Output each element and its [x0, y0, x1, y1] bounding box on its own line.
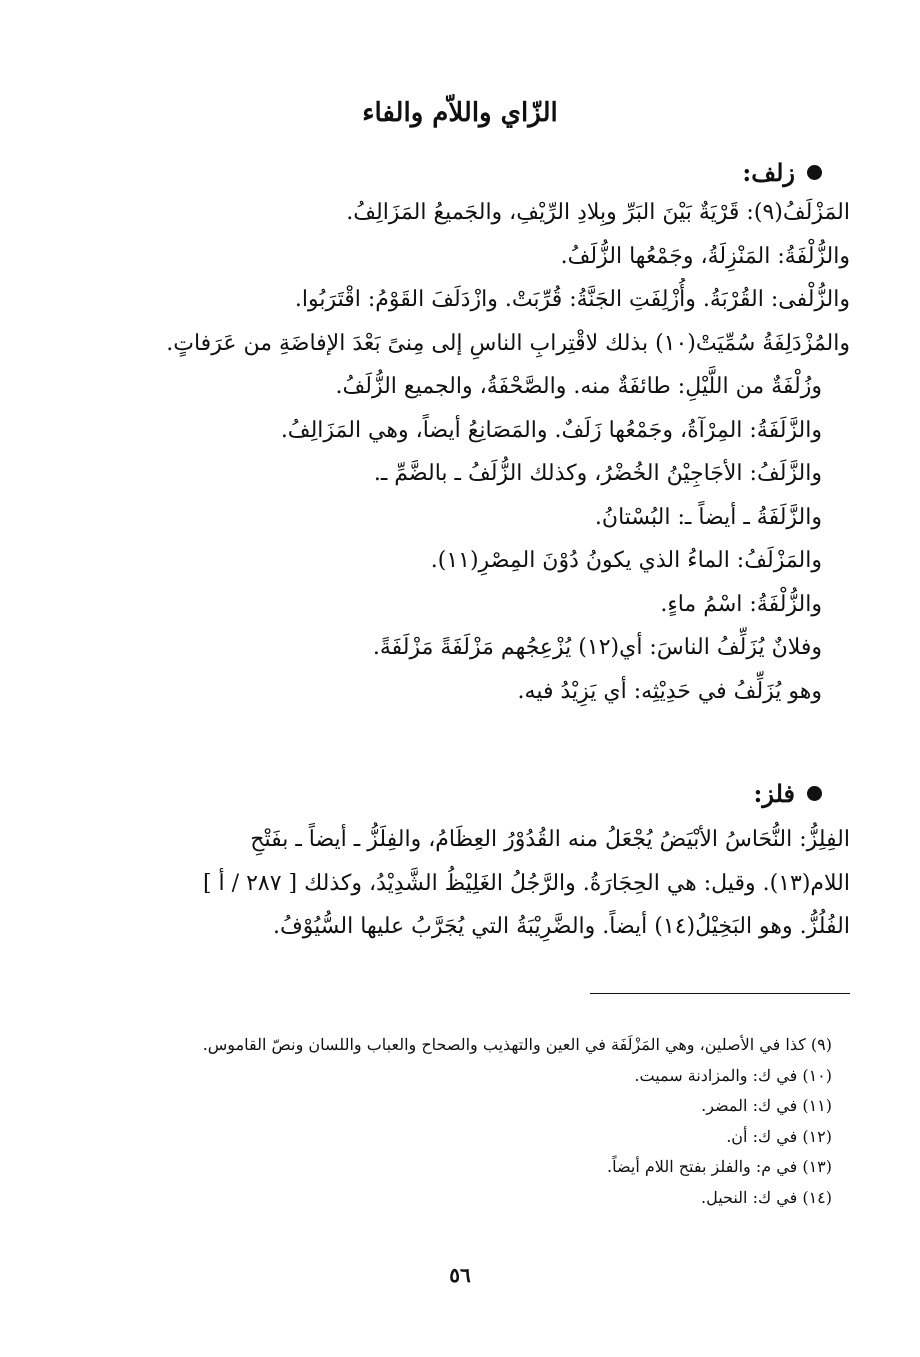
text-line: المَزْلَفُ(٩): قَرْيَةٌ بَيْنَ البَرِّ وبِلادِ الرِّيْفِ، والجَميعُ المَزَالِفُ. [346, 200, 850, 225]
entry-heading-falaz [753, 779, 822, 808]
text-line: وفلانٌ يُزَلِّفُ الناسَ: أي(١٢) يُزْعِجُهم مَزْلَفَةً مَزْلَفَةً. [372, 635, 822, 660]
text-line: والزُّلْفَةُ: المَنْزِلَةُ، وجَمْعُها الزُّلَفُ. [560, 243, 850, 269]
footnote: (٩) كذا في الأصلين، وهي المَزْلَفَة في العين والتهذيب والصحاح والعباب واللسان ونصّ القاموس. [202, 1035, 832, 1054]
text-line: والمُزْدَلِفَةُ سُمِّيَتْ(١٠) بذلك لاقْتِرابِ الناسِ إلى مِنىً بَعْدَ الإفاضَةِ من عَرَفاتٍ. [166, 330, 850, 356]
text-line: والزُّلْفى: القُرْبَةُ. وأُزْلِفَتِ الجَنَّةُ: قُرِّبَتْ. وازْدَلَفَ القَوْمُ: اقْتَرَبُوا. [294, 287, 850, 312]
entry-heading-text: فلز: [753, 779, 795, 808]
entry-heading-text: زلف: [742, 158, 795, 187]
text-line: وزُلْفَةٌ من اللَّيْلِ: طائفَةٌ منه. والصَّحْفَةُ، والجميع الزُّلَفُ. [335, 374, 822, 399]
page-title: الزّاي واللاّم والفاء [362, 98, 558, 128]
text-line: والزَّلَفُ: الأجَاجِيْنُ الخُضْرُ، وكذلك الزُّلَفُ ـ بالضَّمِّ ـ. [373, 461, 822, 486]
footnote: (١٤) في ك: النحيل. [700, 1187, 832, 1207]
footnote: (١١) في ك: المضر. [701, 1096, 832, 1115]
book-page [70, 0, 850, 1357]
text-line: اللام(١٣). وقيل: هي الحِجَارَةُ. والرَّجُلُ الغَلِيْظُ الشَّدِيْدُ، وكذلك [ ٢٨٧ / أ ] [202, 870, 850, 896]
entry-heading-zalaf [742, 158, 822, 187]
text-line: الفُلُزُّ. وهو البَخِيْلُ(١٤) أيضاً. والضَّرِيْبَةُ التي يُجَرَّبُ عليها السُّيُوْفُ. [273, 914, 850, 939]
text-line: والمَزْلَفُ: الماءُ الذي يكونُ دُوْنَ المِصْرِ(١١). [430, 548, 822, 573]
bullet-icon [807, 786, 822, 801]
page-number: ٥٦ [449, 1263, 471, 1287]
footnote-separator [590, 993, 850, 994]
footnote: (١٢) في ك: أن. [726, 1126, 832, 1146]
text-line: وهو يُزَلِّفُ في حَدِيْثِه: أي يَزِيْدُ فيه. [517, 678, 822, 704]
text-line: والزَّلَفَةُ ـ أيضاً ـ: البُسْتانُ. [594, 504, 822, 530]
text-line: الفِلِزُّ: النُّحَاسُ الأبْيَضُ يُجْعَلُ منه القُدُوْرُ العِظَامُ، والفِلَزُّ ـ أيضاً ـ بفَتْحِ [250, 827, 850, 852]
entry-body-falaz [70, 818, 850, 949]
footnote: (١٠) في ك: والمزادنة سميت. [634, 1065, 832, 1085]
entry-body-zalaf [70, 191, 850, 713]
text-line: والزَّلَفَةُ: المِرْآةُ، وجَمْعُها زَلَفٌ. والمَصَانِعُ أيضاً، وهي المَزَالِفُ. [280, 417, 822, 443]
bullet-icon [807, 165, 822, 180]
footnotes [70, 1030, 850, 1213]
text-line: والزُّلْفَةُ: اسْمُ ماءٍ. [660, 591, 822, 617]
footnote: (١٣) في م: والفلز بفتح اللام أيضاً. [607, 1157, 832, 1176]
